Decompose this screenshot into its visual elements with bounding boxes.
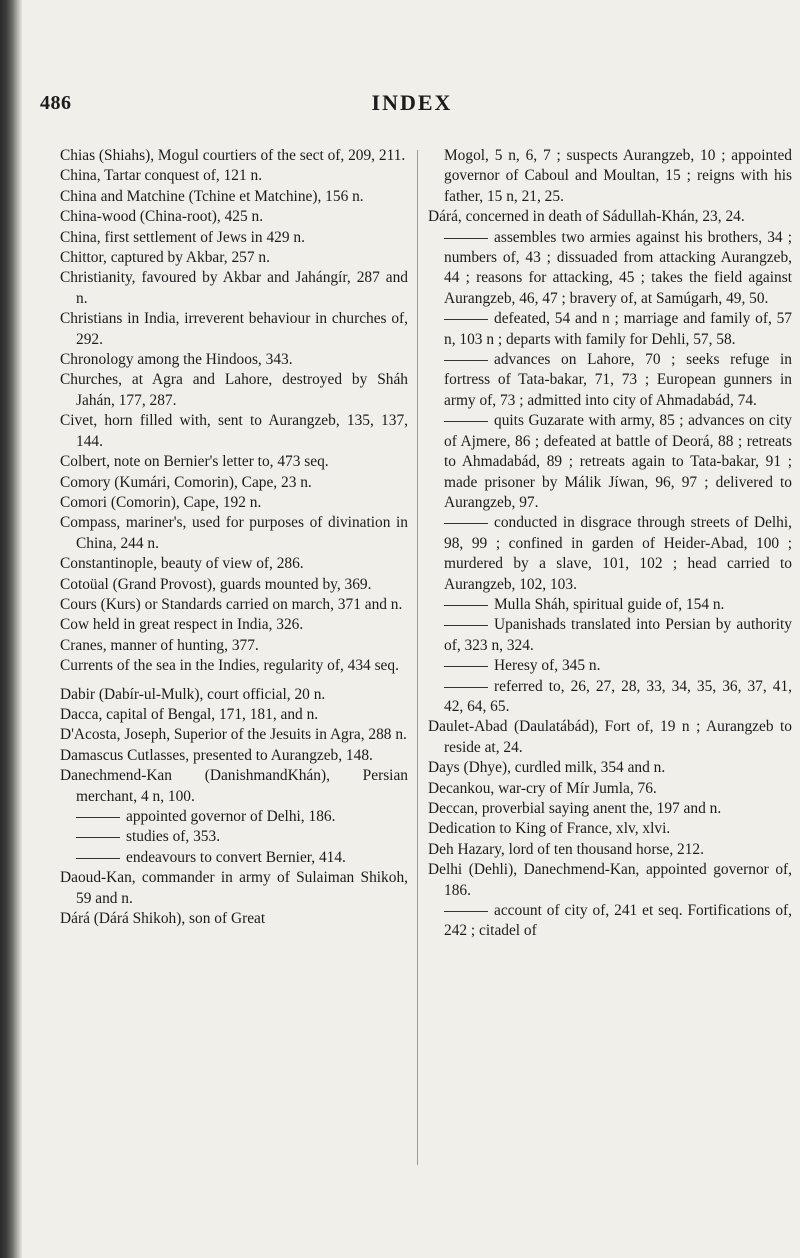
index-entry: Civet, horn filled with, sent to Aurangzeb, 135, 137, 144.: [60, 412, 408, 450]
index-subentry: [428, 350, 792, 411]
index-entry: Churches, at Agra and Lahore, destroyed by Sháh Jahán, 177, 287.: [60, 371, 408, 409]
repeat-dash: [444, 625, 488, 626]
index-entry: Chittor, captured by Akbar, 257 n.: [60, 249, 270, 267]
index-subentry-text: defeated, 54 and n ; marriage and family of, 57 n, 103 n ; departs with family for Dehli, 57, 58.: [444, 310, 792, 348]
index-entry: Danechmend-Kan (DanishmandKhán), Persian merchant, 4 n, 100.: [60, 767, 408, 805]
index-entry: Currents of the sea in the Indies, regularity of, 434 seq.: [60, 657, 399, 675]
index-subentry: [428, 309, 792, 350]
index-subentry-text: studies of, 353.: [126, 828, 221, 846]
index-entry: Dacca, capital of Bengal, 171, 181, and n.: [60, 705, 319, 723]
index-entry: Daoud-Kan, commander in army of Sulaiman Shikoh, 59 and n.: [60, 869, 408, 907]
index-entry: China and Matchine (Tchine et Matchine), 156 n.: [60, 187, 364, 205]
index-subentry: [428, 615, 792, 656]
index-subentry-text: Mulla Sháh, spiritual guide of, 154 n.: [494, 595, 725, 613]
index-entry: Dárá (Dárá Shikoh), son of Great: [60, 910, 266, 928]
repeat-dash: [76, 817, 120, 818]
index-entry: Delhi (Dehli), Danechmend-Kan, appointed governor of, 186.: [428, 861, 792, 899]
index-subentry-text: advances on Lahore, 70 ; seeks refuge in fortress of Tata-bakar, 71, 73 ; European gunners in army of, 73 ; admitted into city of Ahmadabád, 74.: [444, 351, 792, 409]
repeat-dash: [76, 837, 120, 838]
repeat-dash: [444, 360, 488, 361]
index-subentry: [60, 848, 408, 868]
index-entry: Compass, mariner's, used for purposes of divination in China, 244 n.: [60, 514, 408, 552]
index-subentry-text: endeavours to convert Bernier, 414.: [126, 848, 346, 866]
index-subentry: [428, 901, 792, 942]
index-subentry: [428, 656, 792, 676]
index-entry: Cotoüal (Grand Provost), guards mounted by, 369.: [60, 575, 372, 593]
repeat-dash: [444, 523, 488, 524]
index-subentry-text: referred to, 26, 27, 28, 33, 34, 35, 36, 37, 41, 42, 64, 65.: [444, 677, 792, 715]
repeat-dash: [444, 319, 488, 320]
index-subentry-text: quits Guzarate with army, 85 ; advances on city of Ajmere, 86 ; defeated at battle of Deorá, 88 ; retreats to Ahmadabád, 89 ; retreats again to Tata-bakar, 91 ; made prisoner by Málik Jíwan, 96, 97 ; delivered to Aurangzeb, 97.: [444, 412, 792, 511]
index-entry: Days (Dhye), curdled milk, 354 and n.: [428, 759, 666, 777]
index-entry: Christianity, favoured by Akbar and Jahángír, 287 and n.: [60, 269, 408, 307]
index-subentry-text: assembles two armies against his brothers, 34 ; numbers of, 43 ; dissuaded from attacking Aurangzeb, 44 ; reasons for attacking, 45 ; takes the field against Aurangzeb, 46, 47 ; bravery of, at Samúgarh, 49, 50.: [444, 228, 792, 307]
index-entry: Cours (Kurs) or Standards carried on march, 371 and n.: [60, 595, 403, 613]
index-entry: Constantinople, beauty of view of, 286.: [60, 555, 304, 573]
index-entry: Dedication to King of France, xlv, xlvi.: [428, 820, 671, 838]
repeat-dash: [444, 687, 488, 688]
index-entry: China, first settlement of Jews in 429 n.: [60, 228, 305, 246]
index-entry: Decankou, war-cry of Mír Jumla, 76.: [428, 779, 657, 797]
index-subentry: [428, 228, 792, 310]
index-column-right: [428, 146, 792, 942]
index-entry: Damascus Cutlasses, presented to Aurangzeb, 148.: [60, 746, 373, 764]
repeat-dash: [444, 421, 488, 422]
repeat-dash: [444, 911, 488, 912]
index-entry: Daulet-Abad (Daulatábád), Fort of, 19 n ; Aurangzeb to reside at, 24.: [428, 718, 792, 756]
index-subentry-text: Heresy of, 345 n.: [494, 657, 601, 675]
index-column-left: [60, 146, 408, 929]
index-entry: Comory (Kumári, Comorin), Cape, 23 n.: [60, 473, 312, 491]
index-entry: China-wood (China-root), 425 n.: [60, 208, 264, 226]
running-head: INDEX: [371, 90, 453, 115]
index-subentry: [428, 595, 792, 615]
index-entry: Comori (Comorin), Cape, 192 n.: [60, 493, 262, 511]
index-subentry: [428, 513, 792, 595]
index-entry: Dárá, concerned in death of Sádullah-Khán, 23, 24.: [428, 208, 745, 226]
index-entry: Dabir (Dabír-ul-Mulk), court official, 20 n.: [60, 685, 326, 703]
repeat-dash: [444, 605, 488, 606]
index-entry: Deh Hazary, lord of ten thousand horse, 212.: [428, 840, 704, 858]
repeat-dash: [444, 238, 488, 239]
index-subentry-text: account of city of, 241 et seq. Fortifications of, 242 ; citadel of: [444, 902, 792, 940]
index-entry: D'Acosta, Joseph, Superior of the Jesuits in Agra, 288 n.: [60, 726, 407, 744]
index-subentry-text: conducted in disgrace through streets of Delhi, 98, 99 ; confined in garden of Heider-Abad, 100 ; murdered by a slave, 101, 102 ; head carried to Aurangzeb, 102, 103.: [444, 514, 792, 593]
repeat-dash: [76, 858, 120, 859]
index-entry: Chias (Shiahs), Mogul courtiers of the sect of, 209, 211.: [60, 147, 406, 164]
index-entry: Cow held in great respect in India, 326.: [60, 616, 304, 634]
index-entry: China, Tartar conquest of, 121 n.: [60, 167, 263, 185]
index-entry: Colbert, note on Bernier's letter to, 473 seq.: [60, 453, 329, 471]
index-subentry-text: appointed governor of Delhi, 186.: [126, 808, 336, 825]
index-subentry: [428, 411, 792, 513]
index-entry-continuation: Mogol, 5 n, 6, 7 ; suspects Aurangzeb, 10 ; appointed governor of Caboul and Moultan, 15 ; reigns with his father, 15 n, 21, 25.: [444, 147, 792, 205]
index-subentry: [428, 677, 792, 718]
column-divider: [417, 150, 418, 1165]
page-number: 486: [40, 92, 72, 114]
book-binding-shadow: [0, 0, 22, 1258]
index-entry: Chronology among the Hindoos, 343.: [60, 351, 293, 369]
index-subentry: [60, 827, 408, 847]
index-entry: Deccan, proverbial saying anent the, 197 and n.: [428, 800, 722, 817]
index-subentry-text: Upanishads translated into Persian by authority of, 323 n, 324.: [444, 616, 792, 654]
index-entry: Christians in India, irreverent behaviour in churches of, 292.: [60, 310, 408, 348]
repeat-dash: [444, 666, 488, 667]
index-subentry: [60, 807, 408, 827]
index-entry: Cranes, manner of hunting, 377.: [60, 636, 259, 654]
